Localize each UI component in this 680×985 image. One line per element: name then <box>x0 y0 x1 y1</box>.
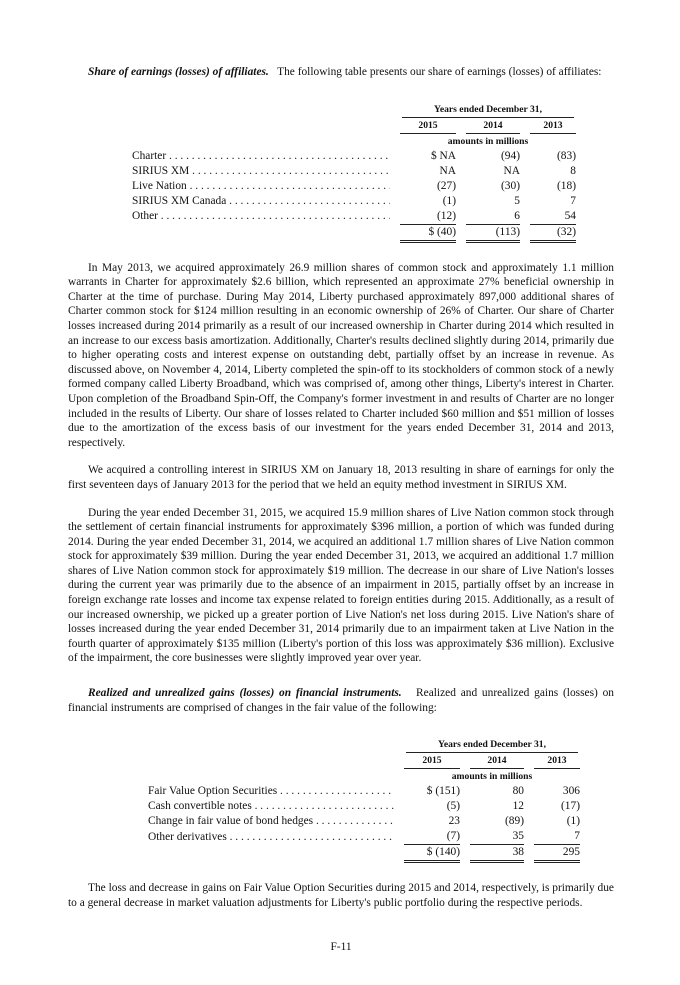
cell-value: 5 <box>514 194 520 207</box>
cell-value: 54 <box>530 209 576 225</box>
section-intro: The following table presents our share of earnings (losses) of affiliates: <box>277 66 602 78</box>
section-intro: Realized and unrealized gains (losses) on financial instruments are comprised of changes in the fair value of the following: <box>68 687 614 714</box>
paragraph-fvo: The loss and decrease in gains on Fair Value Option Securities during 2015 and 2014, respectively, is primarily due to a general decrease in market valuation adjustments for Liberty's public portfolio during the respective periods. <box>68 882 614 909</box>
cell-value: 23 <box>448 815 460 828</box>
cell-value: 306 <box>562 785 580 798</box>
cell-value: (30) <box>501 179 520 192</box>
total-row <box>148 845 580 862</box>
cell-value: (12) <box>400 209 456 225</box>
paragraph-charter: In May 2013, we acquired approximately 26.9 million shares of common stock and approximately 1.1 million warrants in Charter for approximately $2.6 billion, which represented an approximate 27% beneficial ownership in Charter at the time of purchase. During May 2014, Liberty purchased approximately 897,000 additional shares of Charter common stock for $124 million resulting in an economic ownership of 26% of Charter. Our share of Charter losses increased during 2014 primarily as a result of our increased ownership in Charter during 2014 which resulted in an increase to our excess basis amortization. Additionally, Charter's results declined slightly during 2014, primarily due to higher operating costs and interest expense on outstanding debt, partially offset by an increase in revenue. As discussed above, on November 4, 2014, Liberty completed the spin-off to its stockholders of common stock of a newly formed company called Liberty Broadband, which was comprised of, among other things, Liberty's interest in Charter. Upon completion of the Broadband Spin-Off, the Company's former investment in and results of Charter are no longer included in the results of Liberty. Our share of losses related to Charter included $60 million and $51 million of losses due to the amortization of the excess basis of our investment for the years ended December 31, 2014 and 2013, respectively. <box>68 261 614 449</box>
table-row <box>148 784 580 799</box>
affiliates-table <box>132 102 576 243</box>
section-heading: Share of earnings (losses) of affiliates. <box>88 66 269 78</box>
year-header: 2014 <box>466 118 520 134</box>
total-value: (113) <box>466 224 520 241</box>
table-row <box>132 209 576 225</box>
cell-value: 35 <box>470 829 524 845</box>
table-header: Years ended December 31, <box>406 737 578 753</box>
year-header: 2013 <box>534 753 580 769</box>
total-value: 295 <box>534 845 580 862</box>
cell-value: 6 <box>466 209 520 225</box>
row-label: Fair Value Option Securities <box>148 785 278 798</box>
cell-value: (18) <box>557 179 576 192</box>
section-gains-intro <box>68 686 614 715</box>
units-label: amounts in millions <box>447 135 529 147</box>
total-row <box>132 224 576 241</box>
table-row <box>132 194 576 209</box>
cell-value: (17) <box>561 800 580 813</box>
section-affiliates-intro <box>68 65 614 80</box>
paragraph-sirius: We acquired a controlling interest in SIRIUS XM on January 18, 2013 resulting in share of earnings for only the first seventeen days of January 2013 for the period that we held an equity method investment in SIRIUS XM. <box>68 464 614 491</box>
year-header: 2015 <box>400 118 456 134</box>
year-header: 2013 <box>530 118 576 134</box>
row-label: Other derivatives <box>148 830 227 843</box>
table-row <box>132 149 576 164</box>
cell-value: $ NA <box>431 149 456 162</box>
table-row <box>132 179 576 194</box>
row-label: Change in fair value of bond hedges <box>148 815 314 828</box>
cell-value: (1) <box>566 815 580 828</box>
page-number: F-11 <box>330 941 352 954</box>
row-label: SIRIUS XM <box>132 164 190 177</box>
row-label: Live Nation <box>132 179 187 192</box>
cell-value: (94) <box>501 149 520 162</box>
cell-value: 7 <box>534 829 580 845</box>
table-row <box>148 814 580 829</box>
cell-value: (27) <box>437 179 456 192</box>
total-value: 38 <box>470 845 524 862</box>
cell-value: (5) <box>446 800 460 813</box>
cell-value: NA <box>439 164 456 177</box>
units-label: amounts in millions <box>451 771 533 783</box>
row-label: Other <box>132 210 158 223</box>
row-label: SIRIUS XM Canada <box>132 194 227 207</box>
paragraph-live-nation: During the year ended December 31, 2015, we acquired 15.9 million shares of Live Nation common stock through the settlement of certain financial instruments for approximately $396 million, a portion of which was funded during 2014. During the year ended December 31, 2014, we acquired an additional 1.7 million shares of Live Nation common stock for approximately $39 million. During the year ended December 31, 2013, we acquired an additional 1.7 million shares of Live Nation common stock for approximately $19 million. The decrease in our share of Live Nation's losses during the current year was primarily due to the absence of an impairment in 2015, partially offset by an increase in foreign exchange rate losses and income tax expense related to foreign entities during 2015. Additionally, as a result of our increased ownership, we picked up a greater portion of Live Nation's net loss during 2015. Live Nation's share of losses increased during the year ended December 31, 2014 primarily due to an impairment taken at Live Nation in the fourth quarter of approximately $135 million (Liberty's portion of this loss was approximately $36 million). Exclusive of the impairment, the core businesses were slightly improved year over year. <box>68 506 614 665</box>
cell-value: $ (151) <box>426 785 460 798</box>
total-value: $ (140) <box>404 845 460 862</box>
cell-value: (83) <box>557 149 576 162</box>
cell-value: (7) <box>404 829 460 845</box>
cell-value: (1) <box>442 194 456 207</box>
year-header: 2015 <box>404 753 460 769</box>
cell-value: (89) <box>505 815 524 828</box>
cell-value: NA <box>503 164 520 177</box>
table-row <box>148 799 580 814</box>
total-value: (32) <box>530 224 576 241</box>
total-value: $ (40) <box>400 224 456 241</box>
row-label: Cash convertible notes <box>148 800 252 813</box>
cell-value: 12 <box>512 800 524 813</box>
year-header: 2014 <box>470 753 524 769</box>
table-header: Years ended December 31, <box>402 102 574 118</box>
table-row <box>148 829 580 845</box>
cell-value: 7 <box>570 194 576 207</box>
cell-value: 80 <box>512 785 524 798</box>
gains-table <box>148 737 580 863</box>
row-label: Charter <box>132 149 167 162</box>
section-heading: Realized and unrealized gains (losses) on financial instruments. <box>88 687 402 700</box>
cell-value: 8 <box>570 164 576 177</box>
table-row <box>132 164 576 179</box>
